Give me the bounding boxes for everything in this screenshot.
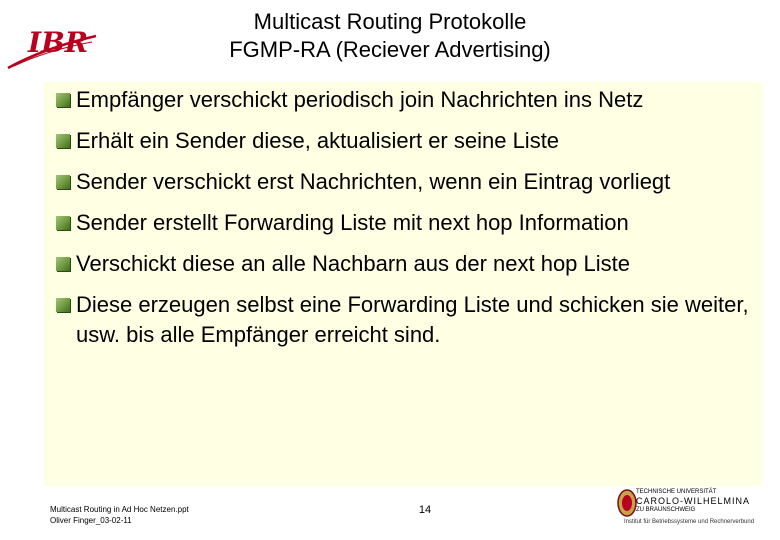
footer-info	[50, 504, 189, 526]
bullet-item	[44, 85, 764, 115]
content-area	[44, 82, 762, 486]
footer-file-name: Multicast Routing in Ad Hoc Netzen.ppt	[50, 505, 189, 514]
bullet-item	[44, 126, 764, 156]
bullet-item	[44, 208, 764, 238]
university-name	[636, 488, 750, 514]
bullet-square-icon	[56, 93, 70, 107]
bullet-text: Diese erzeugen selbst eine Forwarding Liste und schicken sie weiter, usw. bis alle Empfänger erreicht sind.	[76, 292, 749, 347]
ibr-logo-graphic	[4, 22, 98, 74]
logo-text: IBR	[28, 26, 89, 59]
page-number: 14	[418, 504, 432, 516]
bullet-text: Empfänger verschickt periodisch join Nachrichten ins Netz	[76, 87, 644, 112]
ibr-logo	[4, 22, 98, 74]
university-line-1: TECHNISCHE UNIVERSITÄT	[636, 489, 717, 495]
university-line-2: CAROLO-WILHELMINA	[636, 496, 751, 506]
title-line-1: Multicast Routing Protokolle	[253, 9, 527, 34]
bullet-text: Erhält ein Sender diese, aktualisiert er seine Liste	[76, 128, 560, 153]
bullet-item	[44, 249, 764, 279]
university-line-3: ZU BRAUNSCHWEIG	[636, 507, 696, 513]
bullet-square-icon	[56, 175, 70, 189]
bullet-text: Sender verschickt erst Nachrichten, wenn ein Eintrag vorliegt	[76, 169, 671, 194]
title-line-2: FGMP-RA (Reciever Advertising)	[229, 37, 551, 62]
bullet-text: Verschickt diese an alle Nachbarn aus der next hop Liste	[76, 251, 630, 276]
bullet-item	[44, 167, 764, 197]
bullet-square-icon	[56, 298, 70, 312]
institute-name: Institut für Betriebssysteme und Rechnerverbund	[624, 519, 755, 525]
bullet-square-icon	[56, 257, 70, 271]
bullet-text: Sender erstellt Forwarding Liste mit next hop Information	[76, 210, 629, 235]
bullet-square-icon	[56, 216, 70, 230]
bullet-square-icon	[56, 134, 70, 148]
bullet-item	[44, 290, 764, 350]
bullet-list	[44, 85, 764, 361]
footer-author-date: Oliver Finger_03-02-11	[50, 516, 132, 525]
slide-title	[140, 8, 640, 64]
university-seal-icon	[617, 489, 637, 517]
